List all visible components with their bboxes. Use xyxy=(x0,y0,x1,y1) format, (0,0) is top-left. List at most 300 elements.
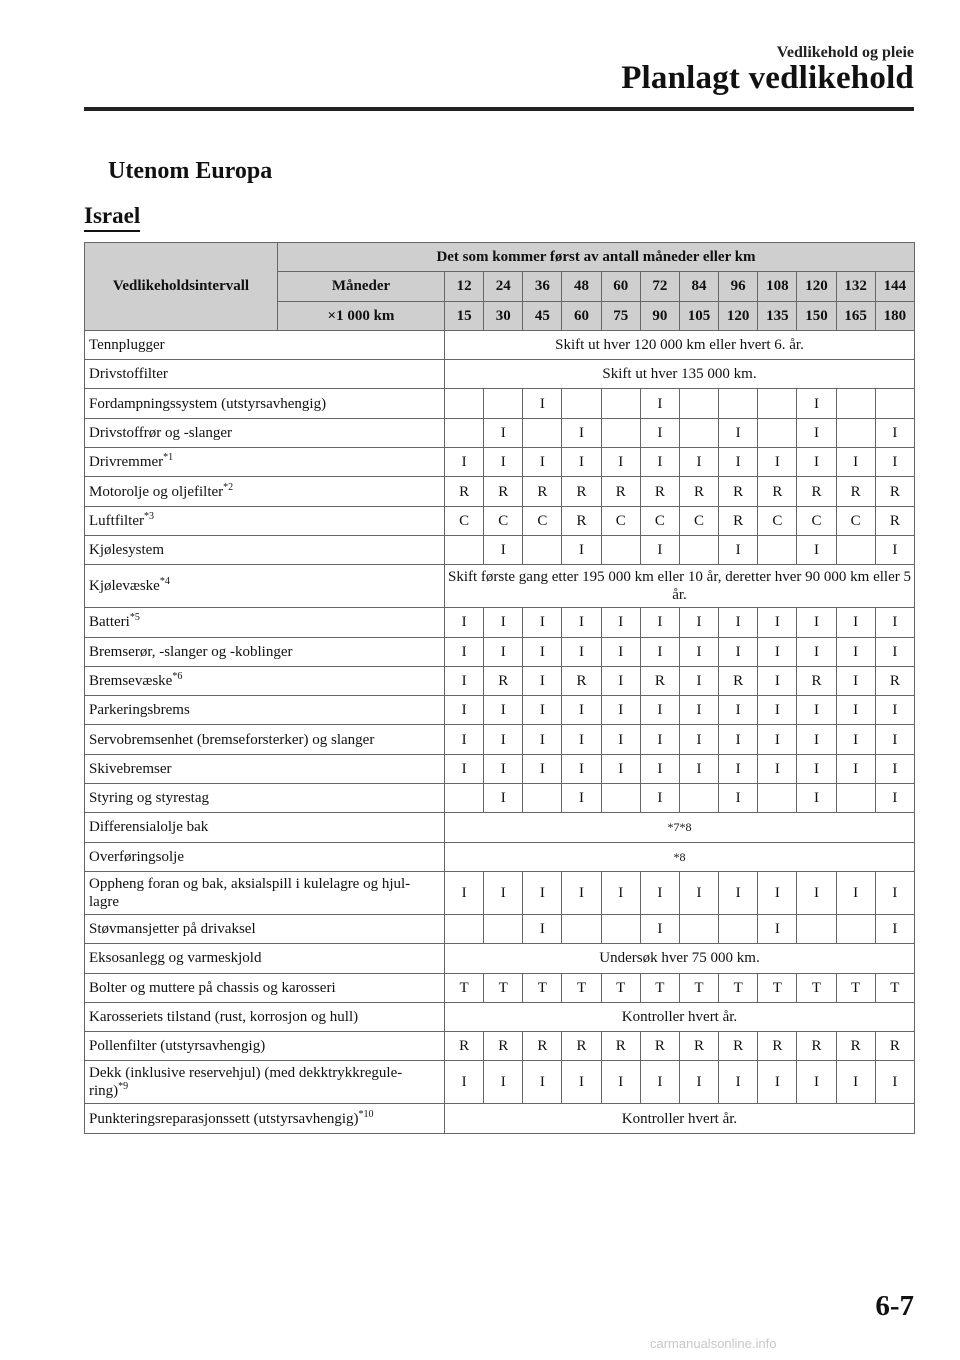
interval-cell: I xyxy=(562,725,601,754)
sub-title: Israel xyxy=(84,203,140,232)
interval-cell: I xyxy=(719,637,758,666)
interval-cell: I xyxy=(679,1061,718,1104)
interval-cell: I xyxy=(484,1061,523,1104)
interval-cell: R xyxy=(445,1032,484,1061)
interval-cell: T xyxy=(875,973,914,1002)
interval-cell: I xyxy=(640,389,679,418)
table-row xyxy=(85,813,915,842)
interval-cell: I xyxy=(601,871,640,914)
interval-cell: I xyxy=(679,725,718,754)
interval-footnote: *7*8 xyxy=(445,813,915,842)
item-name: Skivebremser xyxy=(89,760,172,777)
footnote-ref: *1 xyxy=(163,452,174,464)
interval-cell: I xyxy=(797,637,836,666)
interval-cell: T xyxy=(523,973,562,1002)
month-header: 24 xyxy=(484,272,523,301)
interval-cell: I xyxy=(484,535,523,564)
interval-cell: T xyxy=(484,973,523,1002)
interval-cell: I xyxy=(875,725,914,754)
table-row xyxy=(85,608,915,637)
interval-cell: R xyxy=(484,666,523,695)
interval-cell: I xyxy=(562,754,601,783)
km-header: 165 xyxy=(836,301,875,330)
month-header: 48 xyxy=(562,272,601,301)
interval-cell: I xyxy=(640,608,679,637)
table-row xyxy=(85,696,915,725)
interval-cell: I xyxy=(875,448,914,477)
interval-cell: R xyxy=(640,1032,679,1061)
interval-cell: I xyxy=(679,448,718,477)
interval-cell: I xyxy=(523,725,562,754)
km-header: 15 xyxy=(445,301,484,330)
table-row xyxy=(85,784,915,813)
interval-cell: T xyxy=(797,973,836,1002)
month-header: 12 xyxy=(445,272,484,301)
item-name: Batteri xyxy=(89,614,130,631)
interval-cell: I xyxy=(562,696,601,725)
interval-cell: I xyxy=(836,637,875,666)
interval-cell: R xyxy=(601,1032,640,1061)
interval-cell: I xyxy=(445,871,484,914)
item-name: Bremserør, -slanger og -koblinger xyxy=(89,643,293,660)
item-name-cell xyxy=(85,1104,445,1133)
interval-cell xyxy=(445,914,484,943)
interval-cell: I xyxy=(640,914,679,943)
page-number: 6-7 xyxy=(875,1290,914,1322)
table-row xyxy=(85,535,915,564)
item-name: Eksosanlegg og varmeskjold xyxy=(89,950,262,967)
interval-cell: I xyxy=(445,666,484,695)
interval-note: Skift ut hver 120 000 km eller hvert 6. år. xyxy=(445,330,915,359)
interval-cell: I xyxy=(562,418,601,447)
footnote-ref: *10 xyxy=(358,1108,374,1120)
interval-cell xyxy=(523,535,562,564)
interval-cell xyxy=(679,914,718,943)
item-name-cell xyxy=(85,725,445,754)
interval-cell: C xyxy=(679,506,718,535)
interval-cell: T xyxy=(719,973,758,1002)
interval-cell: I xyxy=(797,1061,836,1104)
interval-cell: I xyxy=(601,666,640,695)
item-name: Dekk (inklusive reservehjul) (med dekktrykkregule-ring) xyxy=(89,1065,403,1100)
interval-cell: I xyxy=(758,871,797,914)
interval-cell: R xyxy=(875,666,914,695)
item-name-cell xyxy=(85,871,445,914)
item-name: Støvmansjetter på drivaksel xyxy=(89,921,256,938)
interval-cell xyxy=(484,914,523,943)
interval-cell: R xyxy=(719,506,758,535)
maintenance-schedule-table xyxy=(84,242,915,1134)
interval-cell: I xyxy=(836,754,875,783)
interval-cell: I xyxy=(640,1061,679,1104)
km-header: 180 xyxy=(875,301,914,330)
interval-cell: I xyxy=(523,696,562,725)
interval-cell xyxy=(758,418,797,447)
interval-cell: R xyxy=(875,506,914,535)
item-name: Pollenfilter (utstyrsavhengig) xyxy=(89,1038,266,1055)
interval-cell xyxy=(797,914,836,943)
item-name: Kjølevæske xyxy=(89,578,160,595)
interval-cell: I xyxy=(758,637,797,666)
interval-cell: R xyxy=(679,1032,718,1061)
interval-cell xyxy=(562,389,601,418)
interval-cell xyxy=(679,418,718,447)
interval-cell: R xyxy=(523,1032,562,1061)
interval-cell: I xyxy=(719,418,758,447)
interval-cell: I xyxy=(601,696,640,725)
interval-cell: I xyxy=(875,754,914,783)
interval-cell: I xyxy=(484,754,523,783)
interval-cell: I xyxy=(640,725,679,754)
interval-cell: I xyxy=(523,666,562,695)
interval-cell xyxy=(601,535,640,564)
interval-cell: I xyxy=(758,666,797,695)
km-header: 75 xyxy=(601,301,640,330)
interval-footnote: *8 xyxy=(445,842,915,871)
interval-cell: I xyxy=(758,914,797,943)
interval-cell: I xyxy=(484,418,523,447)
item-name-cell xyxy=(85,754,445,783)
interval-cell: I xyxy=(719,608,758,637)
item-name-cell xyxy=(85,565,445,608)
interval-cell: I xyxy=(679,608,718,637)
interval-cell: R xyxy=(875,1032,914,1061)
item-name: Tennplugger xyxy=(89,337,165,354)
interval-cell: I xyxy=(758,696,797,725)
item-name-cell xyxy=(85,608,445,637)
interval-cell: I xyxy=(875,637,914,666)
section-header: Planlagt vedlikehold xyxy=(621,60,914,96)
span-header: Det som kommer først av antall måneder eller km xyxy=(278,243,915,272)
km-label: ×1 000 km xyxy=(278,301,445,330)
interval-cell xyxy=(679,784,718,813)
item-name-cell xyxy=(85,666,445,695)
interval-cell: I xyxy=(562,1061,601,1104)
item-name-cell xyxy=(85,842,445,871)
interval-cell: I xyxy=(484,696,523,725)
footnote-ref: *4 xyxy=(159,576,170,588)
item-name: Bremsevæske xyxy=(89,673,173,689)
interval-cell: C xyxy=(445,506,484,535)
schedule-body xyxy=(85,330,915,1133)
interval-cell xyxy=(601,784,640,813)
interval-cell: I xyxy=(719,784,758,813)
interval-cell: I xyxy=(719,448,758,477)
interval-cell: R xyxy=(562,477,601,506)
footnote-ref: *3 xyxy=(143,510,154,522)
interval-cell: T xyxy=(445,973,484,1002)
interval-cell: R xyxy=(758,1032,797,1061)
interval-cell xyxy=(523,418,562,447)
interval-cell: I xyxy=(719,754,758,783)
interval-cell: I xyxy=(601,754,640,783)
item-name: Servobremsenhet (bremseforsterker) og slanger xyxy=(89,731,375,748)
interval-cell: C xyxy=(523,506,562,535)
interval-cell xyxy=(758,389,797,418)
interval-cell: I xyxy=(640,448,679,477)
km-header: 135 xyxy=(758,301,797,330)
watermark: carmanualsonline.info xyxy=(650,1336,777,1351)
interval-cell xyxy=(523,784,562,813)
interval-cell: R xyxy=(797,666,836,695)
interval-cell: I xyxy=(875,871,914,914)
interval-cell: I xyxy=(523,448,562,477)
item-name: Fordampningssystem (utstyrsavhengig) xyxy=(89,395,327,412)
item-name: Styring og styrestag xyxy=(89,790,209,807)
month-header: 120 xyxy=(797,272,836,301)
interval-cell: R xyxy=(836,1032,875,1061)
interval-note: Kontroller hvert år. xyxy=(445,1104,915,1133)
interval-cell: I xyxy=(797,784,836,813)
interval-cell: I xyxy=(758,725,797,754)
interval-cell: I xyxy=(484,608,523,637)
interval-cell: I xyxy=(484,637,523,666)
table-row xyxy=(85,448,915,477)
interval-cell: R xyxy=(719,666,758,695)
table-row xyxy=(85,973,915,1002)
chapter-header: Vedlikehold og pleie xyxy=(776,44,914,61)
month-header: 144 xyxy=(875,272,914,301)
item-name: Drivremmer xyxy=(89,454,164,471)
interval-cell: I xyxy=(797,696,836,725)
item-name-cell xyxy=(85,813,445,842)
item-name: Karosseriets tilstand (rust, korrosjon og hull) xyxy=(89,1008,359,1025)
item-name: Bolter og muttere på chassis og karosseri xyxy=(89,979,336,996)
table-row xyxy=(85,754,915,783)
interval-cell: I xyxy=(445,754,484,783)
interval-cell: I xyxy=(640,754,679,783)
item-name: Overføringsolje xyxy=(89,848,184,865)
interval-cell: T xyxy=(836,973,875,1002)
month-header: 72 xyxy=(640,272,679,301)
interval-cell: R xyxy=(679,477,718,506)
km-header: 120 xyxy=(719,301,758,330)
interval-cell: R xyxy=(601,477,640,506)
item-name-cell xyxy=(85,784,445,813)
interval-cell: I xyxy=(640,637,679,666)
interval-cell: C xyxy=(797,506,836,535)
interval-cell xyxy=(601,418,640,447)
interval-cell: C xyxy=(640,506,679,535)
item-name: Motorolje og oljefilter xyxy=(89,483,224,500)
table-row xyxy=(85,330,915,359)
interval-cell: R xyxy=(758,477,797,506)
interval-cell: I xyxy=(562,448,601,477)
interval-cell xyxy=(875,389,914,418)
footnote-ref: *5 xyxy=(129,612,140,624)
interval-cell: I xyxy=(523,871,562,914)
interval-cell: I xyxy=(640,418,679,447)
table-row xyxy=(85,477,915,506)
interval-cell: I xyxy=(640,535,679,564)
interval-cell xyxy=(562,914,601,943)
interval-cell: I xyxy=(758,608,797,637)
interval-cell: I xyxy=(719,1061,758,1104)
interval-cell: I xyxy=(562,784,601,813)
interval-cell: I xyxy=(445,637,484,666)
interval-cell: R xyxy=(562,1032,601,1061)
interval-cell: I xyxy=(875,914,914,943)
table-row xyxy=(85,389,915,418)
table-row xyxy=(85,1002,915,1031)
months-label: Måneder xyxy=(278,272,445,301)
km-header: 105 xyxy=(679,301,718,330)
month-header: 108 xyxy=(758,272,797,301)
km-header: 30 xyxy=(484,301,523,330)
interval-cell: R xyxy=(445,477,484,506)
interval-cell: I xyxy=(484,871,523,914)
item-name-cell xyxy=(85,1061,445,1104)
interval-cell: I xyxy=(679,871,718,914)
interval-cell xyxy=(758,784,797,813)
item-name-cell xyxy=(85,914,445,943)
interval-cell: I xyxy=(562,535,601,564)
interval-cell: I xyxy=(875,784,914,813)
interval-cell: C xyxy=(836,506,875,535)
item-name-cell xyxy=(85,944,445,973)
interval-cell: I xyxy=(445,1061,484,1104)
interval-cell: I xyxy=(445,448,484,477)
month-header: 132 xyxy=(836,272,875,301)
table-row xyxy=(85,637,915,666)
interval-cell: I xyxy=(523,1061,562,1104)
interval-cell: I xyxy=(875,535,914,564)
table-row xyxy=(85,666,915,695)
interval-cell xyxy=(445,389,484,418)
interval-cell: R xyxy=(484,477,523,506)
interval-cell xyxy=(445,535,484,564)
interval-cell: I xyxy=(484,784,523,813)
interval-cell xyxy=(836,389,875,418)
table-row xyxy=(85,842,915,871)
item-name-cell xyxy=(85,360,445,389)
interval-cell: I xyxy=(719,725,758,754)
item-name-cell xyxy=(85,448,445,477)
interval-cell: I xyxy=(523,608,562,637)
interval-cell: T xyxy=(562,973,601,1002)
item-name-cell xyxy=(85,477,445,506)
interval-cell: I xyxy=(875,696,914,725)
interval-cell: I xyxy=(484,725,523,754)
interval-cell: I xyxy=(601,1061,640,1104)
interval-cell: I xyxy=(797,535,836,564)
interval-cell: I xyxy=(836,448,875,477)
item-name-cell xyxy=(85,1002,445,1031)
km-header: 45 xyxy=(523,301,562,330)
item-name: Drivstoffrør og -slanger xyxy=(89,424,233,441)
item-name-cell xyxy=(85,418,445,447)
interval-cell xyxy=(719,389,758,418)
table-row xyxy=(85,944,915,973)
interval-cell: I xyxy=(523,754,562,783)
interval-cell: I xyxy=(797,871,836,914)
interval-cell xyxy=(836,784,875,813)
month-header: 84 xyxy=(679,272,718,301)
interval-cell: I xyxy=(562,871,601,914)
interval-cell: R xyxy=(523,477,562,506)
interval-cell: I xyxy=(640,784,679,813)
interval-cell: R xyxy=(836,477,875,506)
section-title: Utenom Europa xyxy=(108,158,273,184)
interval-cell: R xyxy=(640,477,679,506)
interval-cell xyxy=(679,535,718,564)
interval-cell: R xyxy=(640,666,679,695)
item-name-cell xyxy=(85,1032,445,1061)
table-row xyxy=(85,1104,915,1133)
interval-cell xyxy=(836,418,875,447)
item-name-cell xyxy=(85,330,445,359)
interval-cell: I xyxy=(836,725,875,754)
table-row xyxy=(85,360,915,389)
interval-cell: I xyxy=(679,666,718,695)
interval-cell: I xyxy=(836,666,875,695)
interval-cell: I xyxy=(875,608,914,637)
interval-cell: I xyxy=(758,448,797,477)
table-row xyxy=(85,871,915,914)
interval-cell: R xyxy=(562,666,601,695)
item-name: Oppheng foran og bak, aksialspill i kulelagre og hjul-lagre xyxy=(89,875,411,910)
interval-note: Undersøk hver 75 000 km. xyxy=(445,944,915,973)
interval-cell xyxy=(445,418,484,447)
interval-cell: I xyxy=(445,608,484,637)
interval-cell: I xyxy=(758,754,797,783)
interval-cell: I xyxy=(679,696,718,725)
interval-cell: R xyxy=(797,1032,836,1061)
interval-cell: T xyxy=(679,973,718,1002)
interval-cell: I xyxy=(601,725,640,754)
interval-cell: I xyxy=(875,1061,914,1104)
month-header: 60 xyxy=(601,272,640,301)
interval-cell: I xyxy=(875,418,914,447)
footnote-ref: *6 xyxy=(172,671,183,682)
table-row xyxy=(85,565,915,608)
interval-cell: I xyxy=(562,637,601,666)
interval-cell: I xyxy=(640,871,679,914)
interval-cell: I xyxy=(836,871,875,914)
interval-cell: I xyxy=(797,448,836,477)
interval-cell: I xyxy=(679,637,718,666)
interval-cell: R xyxy=(719,477,758,506)
footnote-ref: *9 xyxy=(118,1081,129,1093)
km-header: 90 xyxy=(640,301,679,330)
item-name-cell xyxy=(85,973,445,1002)
km-header: 150 xyxy=(797,301,836,330)
interval-cell: C xyxy=(484,506,523,535)
header-rule xyxy=(84,107,914,111)
interval-cell xyxy=(836,914,875,943)
interval-note: Kontroller hvert år. xyxy=(445,1002,915,1031)
interval-cell: I xyxy=(562,608,601,637)
interval-cell: T xyxy=(640,973,679,1002)
interval-cell: T xyxy=(758,973,797,1002)
table-row xyxy=(85,725,915,754)
interval-cell: I xyxy=(445,696,484,725)
interval-cell xyxy=(679,389,718,418)
interval-cell: R xyxy=(875,477,914,506)
interval-cell: I xyxy=(523,389,562,418)
interval-cell: R xyxy=(797,477,836,506)
interval-cell: I xyxy=(758,1061,797,1104)
interval-cell xyxy=(836,535,875,564)
item-name-cell xyxy=(85,696,445,725)
interval-cell: I xyxy=(797,418,836,447)
interval-cell: I xyxy=(484,448,523,477)
interval-cell: I xyxy=(679,754,718,783)
interval-cell: I xyxy=(836,1061,875,1104)
interval-cell: I xyxy=(719,696,758,725)
interval-cell: R xyxy=(719,1032,758,1061)
interval-cell: C xyxy=(601,506,640,535)
